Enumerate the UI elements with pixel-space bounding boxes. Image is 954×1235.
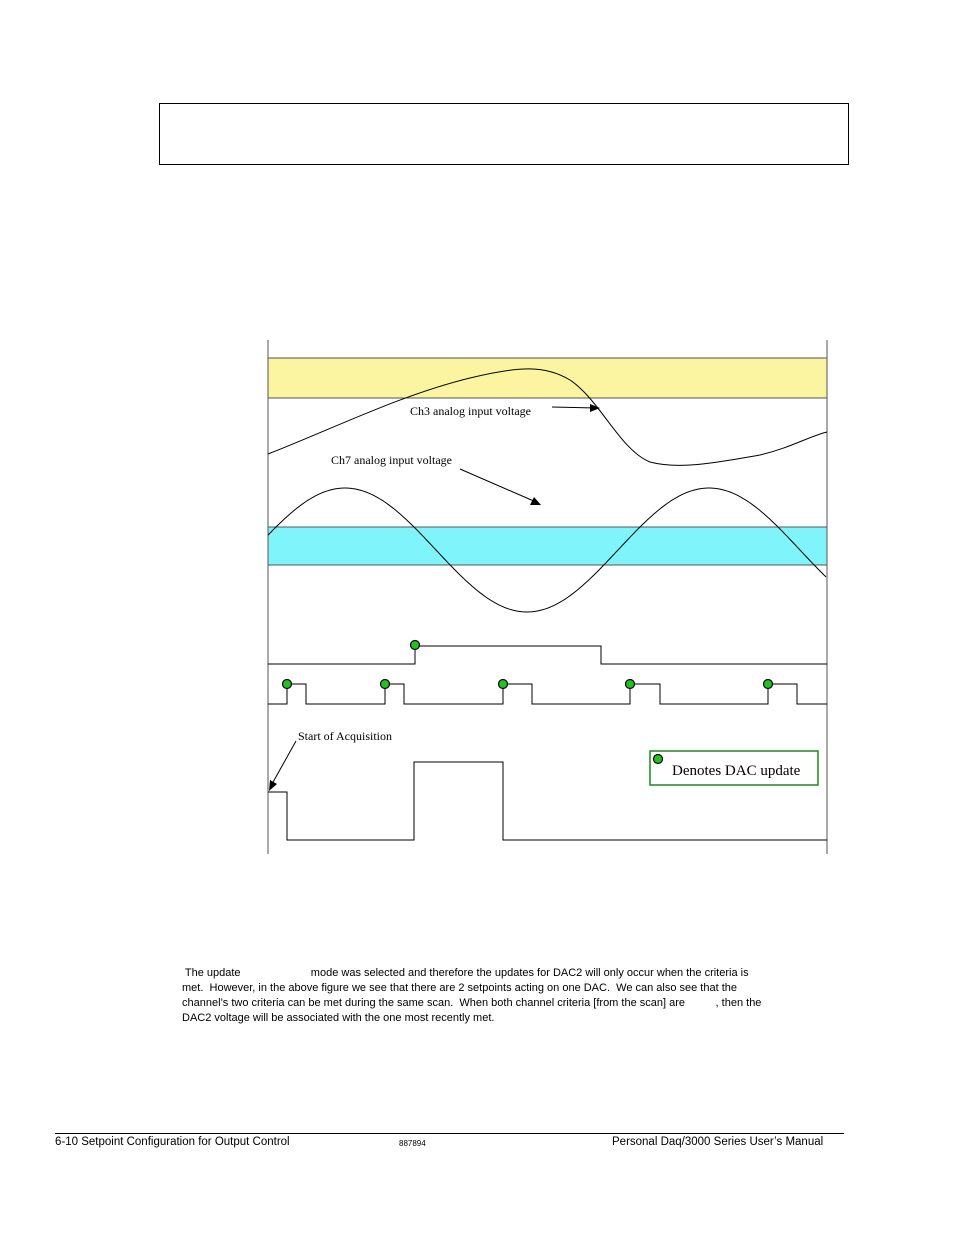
- dac-update-marker: [283, 680, 292, 689]
- legend-label: Denotes DAC update: [672, 763, 801, 779]
- footer-part-number: 887894: [399, 1139, 426, 1148]
- footer-rule: [55, 1133, 844, 1134]
- paragraph-line: met. However, in the above figure we see that there are 2 setpoints acting on one DAC. We can also see that the: [182, 982, 738, 994]
- paragraph-line: The update mode was selected and therefore the updates for DAC2 will only occur when the criteria is: [182, 967, 749, 979]
- footer-manual-title: Personal Daq/3000 Series User’s Manual: [612, 1136, 824, 1148]
- ch7-pointer-arrowhead: [530, 497, 541, 505]
- dac-update-marker: [381, 680, 390, 689]
- dac-update-marker: [626, 680, 635, 689]
- ch7-setpoint-band: [268, 527, 827, 565]
- footer-section-title: 6-10 Setpoint Configuration for Output Control: [55, 1136, 290, 1148]
- dac-update-marker: [411, 641, 420, 650]
- dac-update-marker: [764, 680, 773, 689]
- start-label: Start of Acquisition: [298, 729, 392, 743]
- dac-update-marker: [499, 680, 508, 689]
- legend-marker-icon: [654, 755, 663, 764]
- start-pointer-line: [272, 741, 296, 784]
- note-box: [159, 103, 849, 165]
- ch7-pointer-line: [460, 469, 536, 502]
- ch7-label: Ch7 analog input voltage: [331, 453, 452, 467]
- dac-output-trace-1: [268, 646, 827, 664]
- paragraph-line: channel’s two criteria can be met during the same scan. When both channel criteria [from the scan] are , then the: [182, 997, 762, 1009]
- body-paragraph: [182, 966, 842, 1026]
- dac-output-trace-2: [268, 684, 827, 704]
- setpoint-timing-figure: [264, 337, 834, 857]
- ch3-pointer-line: [552, 407, 596, 408]
- paragraph-line: DAC2 voltage will be associated with the one most recently met.: [182, 1012, 495, 1024]
- ch3-setpoint-band: [268, 358, 827, 398]
- ch3-label: Ch3 analog input voltage: [410, 404, 531, 418]
